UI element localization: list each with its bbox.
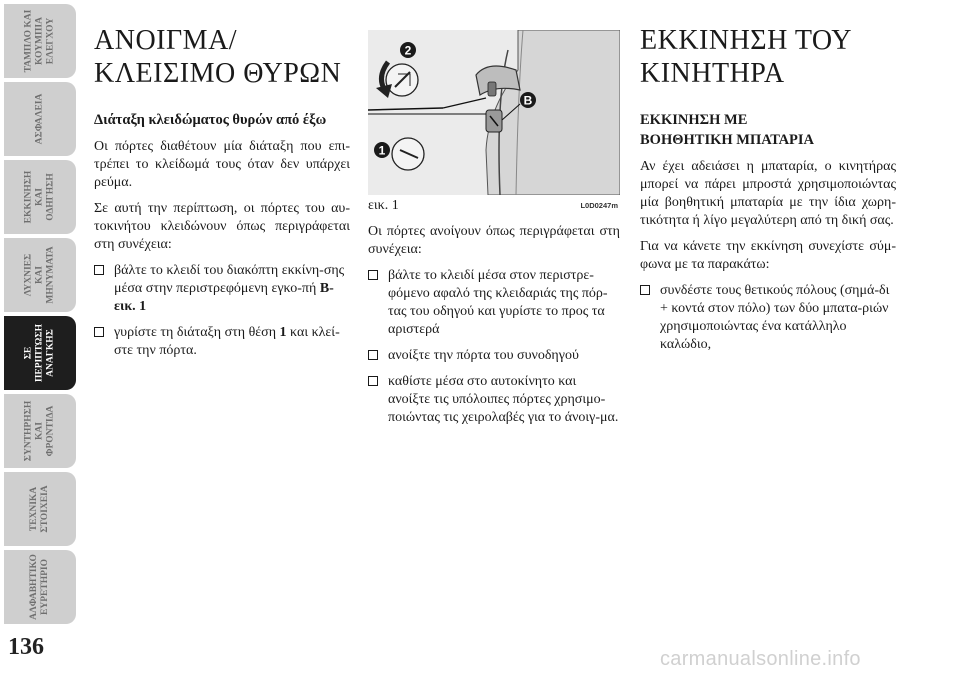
list-item: συνδέστε τους θετικούς πόλους (σημά-δι + κοντά στον πόλο) των δύο μπατα-ριών χρησιμοποιώντας ένα κατάλληλο καλώδιο, [640,282,896,354]
tab-starting-driving[interactable] [4,160,76,234]
label-b: B [523,93,533,108]
left-column [94,24,350,360]
title-line-1: ΑΝΟΙΓΜΑ/ [94,25,238,56]
checkbox-bullet-icon [94,265,104,275]
right-column [640,24,896,354]
tab-label: ΛΥΧΝΙΕΣ ΚΑΙ ΜΗΝΥΜΑΤΑ [23,246,56,304]
list-item: βάλτε το κλειδί του διακόπτη εκκίνη-σης μέσα στην περιστρεφόμενη εγκο-πή B-εικ. 1 [94,262,350,316]
list-item: ανοίξτε την πόρτα του συνοδηγού [368,347,620,365]
checkbox-bullet-icon [94,327,104,337]
paragraph: Για να κάνετε την εκκίνηση συνεχίστε σύμ-φωνα με τα παρακάτω: [640,239,896,272]
paragraph: Οι πόρτες διαθέτουν μία διάταξη που επι-τρέπει το κλείδωμά τους όταν δεν υπάρχει ρεύμα. [94,139,350,190]
tab-label: ΣΥΝΤΗΡΗΣΗ ΚΑΙ ΦΡΟΝΤΙΔΑ [23,400,56,462]
tab-label: ΑΣΦΑΛΕΙΑ [34,93,45,145]
door-lock-illustration [368,30,620,195]
door-lock-figure [368,30,620,195]
figure-caption: εικ. 1 [368,198,399,213]
paragraph: Οι πόρτες ανοίγουν όπως περιγράφεται στη συνέχεια: [368,224,620,257]
title-line-2: ΚΙΝΗΤΗΡΑ [640,58,785,89]
title-line-1: ΕΚΚΙΝΗΣΗ ΤΟΥ [640,25,852,56]
list-item: καθίστε μέσα στο αυτοκίνητο και ανοίξτε τις υπόλοιπες πόρτες χρησιμο-ποιώντας τις χειρολαβές για το άνοιγ-μα. [368,373,620,427]
tab-technical-data[interactable] [4,472,76,546]
watermark: carmanualsonline.info [660,648,861,670]
middle-column [368,30,620,427]
paragraph: Αν έχει αδειάσει η μπαταρία, ο κινητήρας μπορεί να πάρει μπροστά χρησιμοποιώντας μία βοηθητική μπαταρία με την ίδια χωρη-τικότητα ή λίγο μεγαλύτερη από τη δική σας. [640,159,896,228]
tab-label: ΤΑΜΠΛΟ ΚΑΙ ΚΟΥΜΠΙΑ ΕΛΕΓΧΟΥ [23,9,56,73]
checkbox-bullet-icon [368,270,378,280]
chapter-tabs [4,4,76,626]
checkbox-bullet-icon [368,350,378,360]
list-item: γυρίστε τη διάταξη στη θέση 1 και κλεί-στε την πόρτα. [94,324,350,360]
label-1: 1 [378,143,386,158]
paragraph: Σε αυτή την περίπτωση, οι πόρτες του αυ-τοκινήτου κλειδώνουν όπως περιγράφεται στη συνέχεια: [94,201,350,252]
checkbox-bullet-icon [368,376,378,386]
tab-label: ΤΕΧΝΙΚΑ ΣΤΟΙΧΕΙΑ [29,485,50,533]
section-title [94,24,350,90]
subsection-title: ΕΚΚΙΝΗΣΗ ΜΕ ΒΟΗΘΗΤΙΚΗ ΜΠΑΤΑΡΙΑ [640,112,815,148]
label-2: 2 [404,43,412,58]
section-title [640,24,896,90]
tab-alphabetical-index[interactable] [4,550,76,624]
tab-dashboard-controls[interactable] [4,4,76,78]
list-item: βάλτε το κλειδί μέσα στον περιστρε-φόμενο αφαλό της κλειδαριάς της πόρ-τας του οδηγού και γυρίστε το προς τα αριστερά [368,267,620,339]
page-number: 136 [8,634,44,660]
tab-emergency[interactable] [4,316,76,390]
tab-safety[interactable] [4,82,76,156]
tab-label: ΑΛΦΑΒΗΤΙΚΟ ΕΥΡΕΤΗΡΙΟ [29,554,50,620]
figure-code: L0D0247m [580,201,618,210]
tab-label: ΣΕ ΠΕΡΙΠΤΩΣΗ ΑΝΑΓΚΗΣ [23,324,56,382]
checkbox-bullet-icon [640,285,650,295]
subsection-title: Διάταξη κλειδώματος θυρών από έξω [94,112,327,128]
tab-maintenance-care[interactable] [4,394,76,468]
tab-label: ΕΚΚΙΝΗΣΗ ΚΑΙ ΟΔΗΓΗΣΗ [23,170,56,224]
tab-lamps-messages[interactable] [4,238,76,312]
title-line-2: ΚΛΕΙΣΙΜΟ ΘΥΡΩΝ [94,58,342,89]
